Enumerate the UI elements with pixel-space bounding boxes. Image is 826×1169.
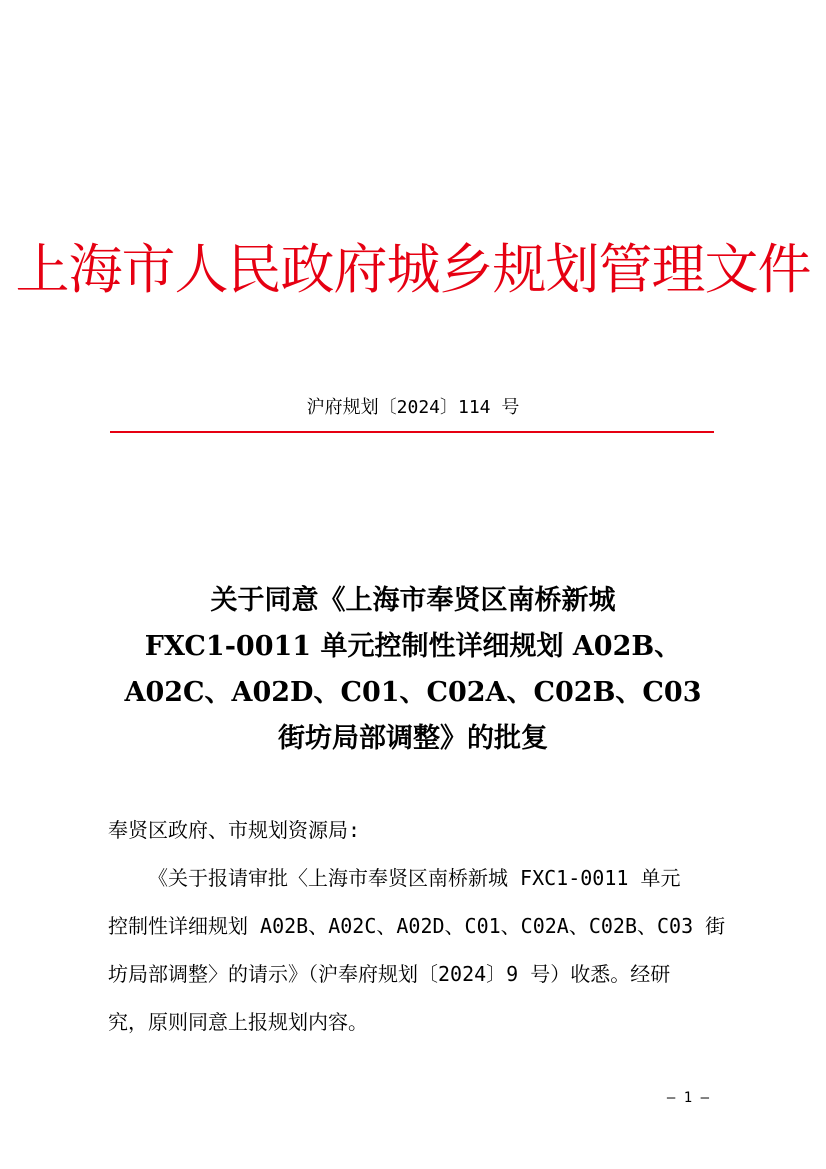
body-paragraph-line: 控制性详细规划 A02B、A02C、A02D、C01、C02A、C02B、C03 街 [108, 914, 726, 938]
body-paragraph-line: 《关于报请审批〈上海市奉贤区南桥新城 FXC1-0011 单元 [148, 866, 681, 890]
page-number: – 1 – [666, 1090, 710, 1106]
document-number: 沪府规划〔2024〕114 号 [306, 397, 520, 418]
document-body [108, 806, 726, 1046]
subject-line: FXC1-0011 单元控制性详细规划 A02B、 [144, 631, 682, 662]
red-divider-line [110, 431, 714, 433]
document-subject [0, 578, 826, 762]
body-paragraph-line: 坊局部调整〉的请示》（沪奉府规划〔2024〕9 号）收悉。经研 [108, 962, 671, 986]
body-paragraph-line: 究，原则同意上报规划内容。 [108, 1010, 368, 1034]
subject-line: A02C、A02D、C01、C02A、C02B、C03 [124, 677, 702, 708]
subject-line: 街坊局部调整》的批复 [278, 723, 548, 754]
addressee-line: 奉贤区政府、市规划资源局: [108, 818, 361, 842]
subject-line: 关于同意《上海市奉贤区南桥新城 [210, 585, 616, 616]
document-header-title: 上海市人民政府城乡规划管理文件 [15, 238, 811, 301]
